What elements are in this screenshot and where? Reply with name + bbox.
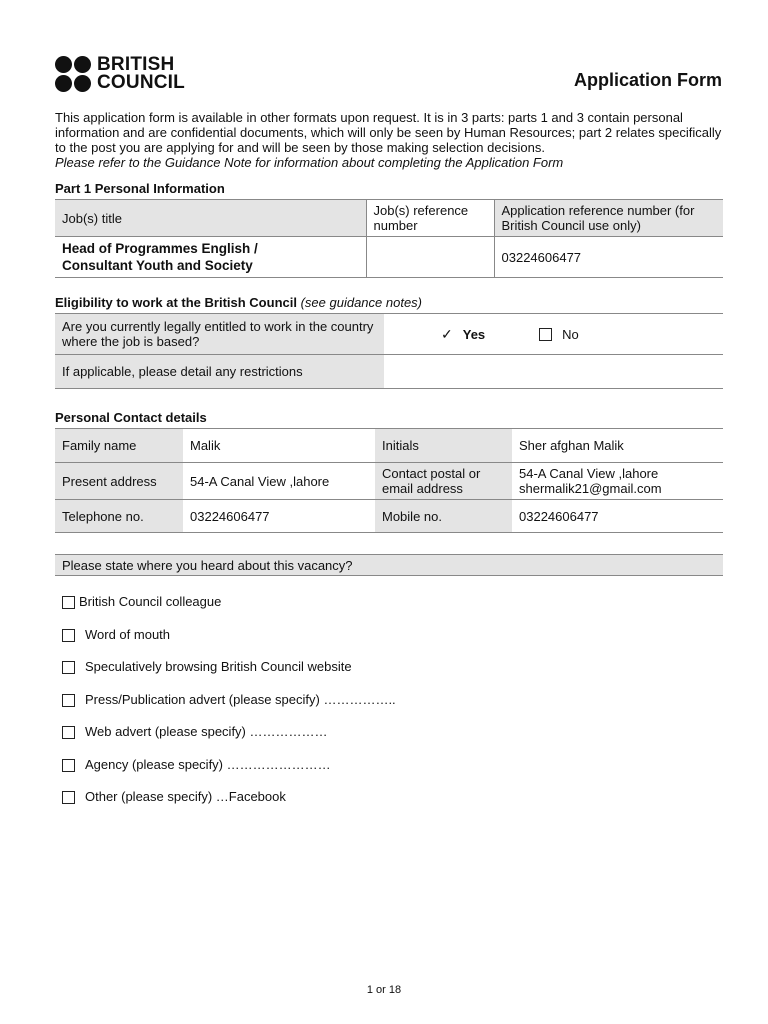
initials-label: Initials: [375, 429, 512, 463]
initials-value[interactable]: Sher afghan Malik: [512, 429, 723, 463]
family-name-label: Family name: [55, 429, 183, 463]
contact-heading: Personal Contact details: [55, 410, 207, 425]
restrictions-value[interactable]: [384, 355, 723, 389]
family-name-value[interactable]: Malik: [183, 429, 375, 463]
no-checkbox[interactable]: [539, 328, 552, 341]
option-press[interactable]: Press/Publication advert (please specify) ……………..: [62, 692, 396, 725]
checkbox[interactable]: [62, 759, 75, 772]
british-council-logo: [55, 56, 185, 92]
checkmark-icon[interactable]: ✓: [441, 325, 453, 342]
checkbox[interactable]: [62, 661, 75, 674]
eligibility-heading: Eligibility to work at the British Council (see guidance notes): [55, 295, 423, 310]
option-website[interactable]: Speculatively browsing British Council website: [62, 659, 396, 692]
option-word-of-mouth[interactable]: Word of mouth: [62, 627, 396, 660]
form-title: Application Form: [574, 70, 722, 90]
checkbox[interactable]: [62, 694, 75, 707]
job-title-value[interactable]: Head of Programmes English / Consultant Youth and Society: [55, 237, 366, 278]
job-table: [55, 199, 723, 278]
logo-dots-icon: [55, 56, 91, 92]
part1-heading: Part 1 Personal Information: [55, 181, 225, 196]
vacancy-question: Please state where you heard about this vacancy?: [55, 554, 723, 576]
checkbox[interactable]: [62, 629, 75, 642]
eligibility-table: [55, 313, 723, 389]
yes-option[interactable]: Yes: [462, 326, 486, 342]
logo-text: BRITISH COUNCIL: [97, 54, 185, 93]
postal-value[interactable]: 54-A Canal View ,lahore shermalik21@gmail.com: [512, 463, 723, 500]
telephone-label: Telephone no.: [55, 500, 183, 533]
guidance-note: Please refer to the Guidance Note for information about completing the Application Form: [55, 155, 564, 170]
telephone-value[interactable]: 03224606477: [183, 500, 375, 533]
checkbox[interactable]: [62, 596, 75, 609]
job-ref-label: Job(s) reference number: [366, 200, 494, 237]
option-colleague[interactable]: British Council colleague: [62, 594, 396, 627]
mobile-label: Mobile no.: [375, 500, 512, 533]
eligibility-answer: [384, 314, 723, 355]
option-other[interactable]: Other (please specify) …Facebook: [62, 789, 396, 822]
eligibility-question: Are you currently legally entitled to work in the country where the job is based?: [55, 314, 384, 355]
intro-paragraph: This application form is available in other formats upon request. It is in 3 parts: parts 1 and 3 contain personal information and are confidential documents, which will only be seen by Human Resources; part 2 relates specifically to the post you are applying for and will be seen by those making selection decisions. Please refer to the Guidance Note for information about completing the Application Form: [55, 110, 735, 170]
address-label: Present address: [55, 463, 183, 500]
contact-table: [55, 428, 723, 533]
postal-label: Contact postal or email address: [375, 463, 512, 500]
job-ref-value[interactable]: [366, 237, 494, 278]
job-title-label: Job(s) title: [55, 200, 366, 237]
no-option[interactable]: No: [562, 326, 579, 342]
app-ref-label: Application reference number (for British Council use only): [494, 200, 723, 237]
option-agency[interactable]: Agency (please specify) ……………………: [62, 757, 396, 790]
address-value[interactable]: 54-A Canal View ,lahore: [183, 463, 375, 500]
app-ref-value[interactable]: 03224606477: [494, 237, 723, 278]
page-number: 1 or 18: [366, 984, 402, 996]
option-web-advert[interactable]: Web advert (please specify) ………………: [62, 724, 396, 757]
restrictions-label: If applicable, please detail any restrictions: [55, 355, 384, 389]
vacancy-options: [62, 594, 396, 822]
checkbox[interactable]: [62, 726, 75, 739]
checkbox[interactable]: [62, 791, 75, 804]
mobile-value[interactable]: 03224606477: [512, 500, 723, 533]
